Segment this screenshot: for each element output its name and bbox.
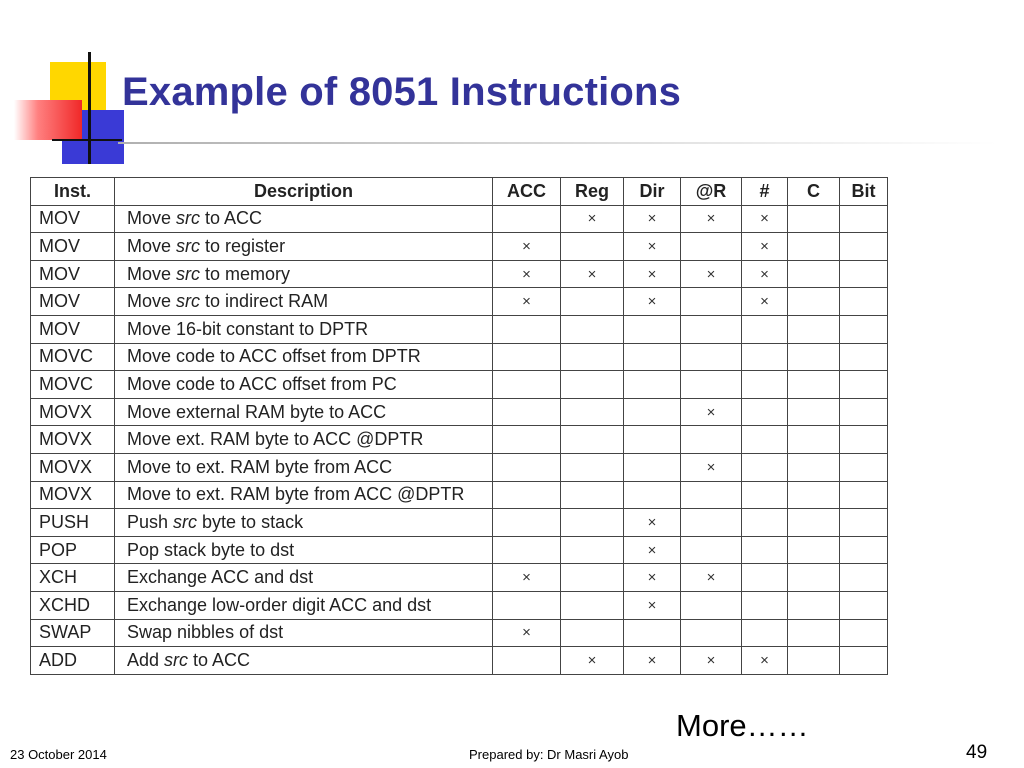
description-text: Move ext. RAM byte to ACC @DPTR [127, 429, 424, 450]
cell-mark [788, 509, 840, 537]
cell-mark [681, 398, 742, 426]
description-text: Move to ext. RAM byte from ACC [127, 456, 393, 477]
cell-mark [681, 371, 742, 399]
cross-mark-icon: × [647, 569, 657, 587]
cell-mark [681, 260, 742, 288]
cross-mark-icon: × [706, 569, 716, 587]
cell-mark [681, 619, 742, 647]
cell-mark [624, 343, 681, 371]
description-text: byte to stack [197, 511, 304, 532]
cell-mark [681, 343, 742, 371]
cell-description [115, 591, 493, 619]
cell-mark [742, 233, 788, 261]
cell-mark [561, 233, 624, 261]
cell-mark [788, 591, 840, 619]
cell-description [115, 371, 493, 399]
cross-mark-icon: × [647, 513, 657, 531]
description-text: Move [127, 235, 177, 256]
cross-mark-icon: × [760, 237, 769, 255]
cell-mark [840, 536, 888, 564]
cross-mark-icon: × [587, 651, 597, 669]
description-text: Move [127, 291, 177, 312]
cross-mark-icon: × [647, 293, 657, 311]
description-text: Move code to ACC offset from PC [127, 373, 397, 394]
cell-mark [840, 647, 888, 675]
description-italic: src [176, 263, 201, 284]
cell-mark [788, 619, 840, 647]
cell-mark [681, 233, 742, 261]
cell-mark [561, 647, 624, 675]
cell-description [115, 453, 493, 481]
header-acc: ACC [493, 178, 561, 206]
table-row [31, 233, 888, 261]
cell-mark [788, 647, 840, 675]
cross-mark-icon: × [522, 624, 531, 642]
cell-mark [493, 205, 561, 233]
cell-mark [840, 591, 888, 619]
description-text: Push [127, 511, 174, 532]
cell-instruction: ADD [31, 647, 115, 675]
cell-mark [840, 343, 888, 371]
cell-mark [681, 205, 742, 233]
cell-mark [742, 509, 788, 537]
cell-mark [742, 398, 788, 426]
cell-mark [624, 371, 681, 399]
table-row [31, 509, 888, 537]
cell-instruction: MOVC [31, 371, 115, 399]
cell-mark [840, 426, 888, 454]
cell-mark [493, 591, 561, 619]
cell-mark [561, 536, 624, 564]
cell-mark [624, 315, 681, 343]
cross-mark-icon: × [706, 265, 716, 283]
title-underline [118, 142, 998, 144]
footer-date: 23 October 2014 [10, 747, 107, 762]
cell-mark [788, 481, 840, 509]
description-text: Move code to ACC offset from DPTR [127, 346, 421, 367]
cross-mark-icon: × [522, 265, 531, 283]
description-text: Exchange ACC and dst [127, 567, 314, 588]
description-text: Exchange low-order digit ACC and dst [127, 594, 432, 615]
cell-description [115, 260, 493, 288]
cell-mark [788, 233, 840, 261]
instruction-table [30, 177, 888, 675]
cell-mark [788, 343, 840, 371]
cross-mark-icon: × [647, 596, 657, 614]
cell-mark [840, 288, 888, 316]
cell-mark [742, 647, 788, 675]
cell-mark [561, 398, 624, 426]
cell-description [115, 564, 493, 592]
cell-mark [681, 426, 742, 454]
description-italic: src [176, 235, 201, 256]
cell-mark [561, 315, 624, 343]
cross-mark-icon: × [760, 265, 769, 283]
cell-mark [681, 536, 742, 564]
cell-description [115, 315, 493, 343]
description-text: to ACC [200, 208, 263, 229]
cell-mark [840, 398, 888, 426]
cell-mark [840, 205, 888, 233]
cell-mark [493, 647, 561, 675]
cell-mark [840, 453, 888, 481]
cross-mark-icon: × [647, 541, 657, 559]
table-row [31, 288, 888, 316]
description-text: Swap nibbles of dst [127, 622, 284, 643]
cell-mark [788, 315, 840, 343]
table-row [31, 481, 888, 509]
cross-mark-icon: × [706, 458, 716, 476]
header-description: Description [115, 178, 493, 206]
table-row [31, 205, 888, 233]
cell-mark [742, 288, 788, 316]
table-row [31, 315, 888, 343]
cell-mark [561, 564, 624, 592]
cell-mark [742, 426, 788, 454]
cell-mark [493, 426, 561, 454]
cell-mark [561, 591, 624, 619]
cell-mark [561, 288, 624, 316]
cell-mark [742, 481, 788, 509]
cell-description [115, 619, 493, 647]
cell-mark [681, 453, 742, 481]
more-text: More…… [676, 708, 809, 743]
cell-mark [681, 288, 742, 316]
cell-mark [624, 647, 681, 675]
cell-mark [493, 233, 561, 261]
cell-mark [624, 591, 681, 619]
cell-instruction: XCHD [31, 591, 115, 619]
page-number: 49 [966, 742, 988, 763]
table-row [31, 564, 888, 592]
description-text: to ACC [188, 649, 251, 670]
cell-mark [788, 426, 840, 454]
cell-mark [624, 564, 681, 592]
cell-instruction: MOVX [31, 426, 115, 454]
description-text: to indirect RAM [200, 291, 329, 312]
description-text: to memory [200, 263, 291, 284]
cell-mark [624, 536, 681, 564]
description-italic: src [164, 649, 189, 670]
cell-mark [493, 564, 561, 592]
cell-mark [561, 509, 624, 537]
cell-mark [840, 371, 888, 399]
cross-mark-icon: × [760, 293, 769, 311]
cell-mark [742, 619, 788, 647]
cell-description [115, 288, 493, 316]
cell-instruction: MOVX [31, 398, 115, 426]
cell-mark [561, 453, 624, 481]
description-text: Move to ext. RAM byte from ACC @DPTR [127, 484, 465, 505]
cell-mark [681, 509, 742, 537]
cell-mark [840, 260, 888, 288]
cross-mark-icon: × [647, 265, 657, 283]
cell-mark [788, 564, 840, 592]
cell-mark [493, 619, 561, 647]
cell-description [115, 481, 493, 509]
header-indirect: @R [681, 178, 742, 206]
cell-mark [840, 509, 888, 537]
table-body [31, 205, 888, 674]
cell-mark [493, 509, 561, 537]
table-row [31, 426, 888, 454]
table-row [31, 591, 888, 619]
cell-mark [788, 453, 840, 481]
footer-author: Prepared by: Dr Masri Ayob [469, 747, 629, 762]
cell-mark [840, 564, 888, 592]
cell-instruction: XCH [31, 564, 115, 592]
cell-description [115, 647, 493, 675]
cell-mark [742, 343, 788, 371]
cell-mark [624, 619, 681, 647]
cell-instruction: MOV [31, 315, 115, 343]
cell-description [115, 343, 493, 371]
cell-mark [788, 260, 840, 288]
cell-mark [493, 398, 561, 426]
cell-mark [493, 260, 561, 288]
cell-mark [624, 260, 681, 288]
cell-mark [493, 315, 561, 343]
cross-mark-icon: × [647, 651, 657, 669]
cell-mark [681, 564, 742, 592]
cell-description [115, 205, 493, 233]
cell-mark [742, 205, 788, 233]
cell-mark [561, 619, 624, 647]
cell-mark [624, 233, 681, 261]
cell-instruction: MOV [31, 233, 115, 261]
cell-mark [561, 205, 624, 233]
cell-mark [493, 371, 561, 399]
description-text: Move [127, 208, 177, 229]
cell-instruction: PUSH [31, 509, 115, 537]
cell-description [115, 426, 493, 454]
cell-mark [788, 536, 840, 564]
table-row [31, 453, 888, 481]
description-italic: src [176, 291, 201, 312]
cell-mark [493, 453, 561, 481]
cell-mark [788, 371, 840, 399]
cell-instruction: POP [31, 536, 115, 564]
cell-mark [840, 619, 888, 647]
cell-instruction: SWAP [31, 619, 115, 647]
table-row [31, 260, 888, 288]
cell-mark [742, 260, 788, 288]
cross-mark-icon: × [522, 569, 531, 587]
cell-mark [742, 315, 788, 343]
cell-instruction: MOV [31, 205, 115, 233]
cell-description [115, 233, 493, 261]
slide-title: Example of 8051 Instructions [122, 70, 682, 114]
table-row [31, 619, 888, 647]
cell-mark [624, 288, 681, 316]
cross-mark-icon: × [522, 237, 531, 255]
description-text: Move external RAM byte to ACC [127, 401, 387, 422]
table-row [31, 647, 888, 675]
cross-mark-icon: × [706, 210, 716, 228]
header-dir: Dir [624, 178, 681, 206]
header-reg: Reg [561, 178, 624, 206]
table-header-row [31, 178, 888, 206]
header-inst: Inst. [31, 178, 115, 206]
cell-instruction: MOV [31, 260, 115, 288]
cell-mark [624, 426, 681, 454]
cross-mark-icon: × [760, 210, 769, 228]
cell-mark [493, 536, 561, 564]
description-text: Add [127, 649, 165, 670]
cell-description [115, 398, 493, 426]
header-immediate: # [742, 178, 788, 206]
cell-mark [561, 343, 624, 371]
cell-mark [493, 343, 561, 371]
cell-mark [788, 288, 840, 316]
cell-mark [561, 260, 624, 288]
cell-mark [681, 315, 742, 343]
logo-red-gradient-bar [14, 100, 82, 140]
cell-instruction: MOVC [31, 343, 115, 371]
cell-mark [624, 481, 681, 509]
cell-mark [561, 371, 624, 399]
cell-instruction: MOV [31, 288, 115, 316]
logo-horizontal-line [52, 139, 122, 141]
table-row [31, 371, 888, 399]
cross-mark-icon: × [587, 265, 597, 283]
cell-instruction: MOVX [31, 481, 115, 509]
cell-mark [742, 453, 788, 481]
cell-mark [624, 205, 681, 233]
cross-mark-icon: × [706, 651, 716, 669]
cell-mark [681, 481, 742, 509]
cell-mark [840, 315, 888, 343]
cell-mark [681, 647, 742, 675]
table-row [31, 536, 888, 564]
cross-mark-icon: × [647, 237, 657, 255]
cell-instruction: MOVX [31, 453, 115, 481]
cross-mark-icon: × [706, 403, 716, 421]
cell-description [115, 509, 493, 537]
header-carry: C [788, 178, 840, 206]
description-italic: src [176, 208, 201, 229]
cell-mark [742, 591, 788, 619]
cell-mark [493, 288, 561, 316]
cross-mark-icon: × [647, 210, 657, 228]
cross-mark-icon: × [522, 293, 531, 311]
logo-vertical-line [88, 52, 91, 164]
table-row [31, 398, 888, 426]
cell-mark [561, 426, 624, 454]
description-italic: src [173, 511, 198, 532]
description-text: to register [200, 235, 286, 256]
cell-mark [742, 371, 788, 399]
cell-mark [742, 536, 788, 564]
cell-mark [788, 398, 840, 426]
cell-mark [840, 233, 888, 261]
cell-mark [788, 205, 840, 233]
cell-description [115, 536, 493, 564]
description-text: Move 16-bit constant to DPTR [127, 318, 369, 339]
cross-mark-icon: × [760, 651, 769, 669]
header-bit: Bit [840, 178, 888, 206]
cell-mark [624, 509, 681, 537]
cell-mark [561, 481, 624, 509]
description-text: Pop stack byte to dst [127, 539, 295, 560]
cell-mark [840, 481, 888, 509]
cell-mark [681, 591, 742, 619]
cell-mark [742, 564, 788, 592]
cell-mark [624, 453, 681, 481]
cross-mark-icon: × [587, 210, 597, 228]
table-row [31, 343, 888, 371]
cell-mark [493, 481, 561, 509]
description-text: Move [127, 263, 177, 284]
cell-mark [624, 398, 681, 426]
